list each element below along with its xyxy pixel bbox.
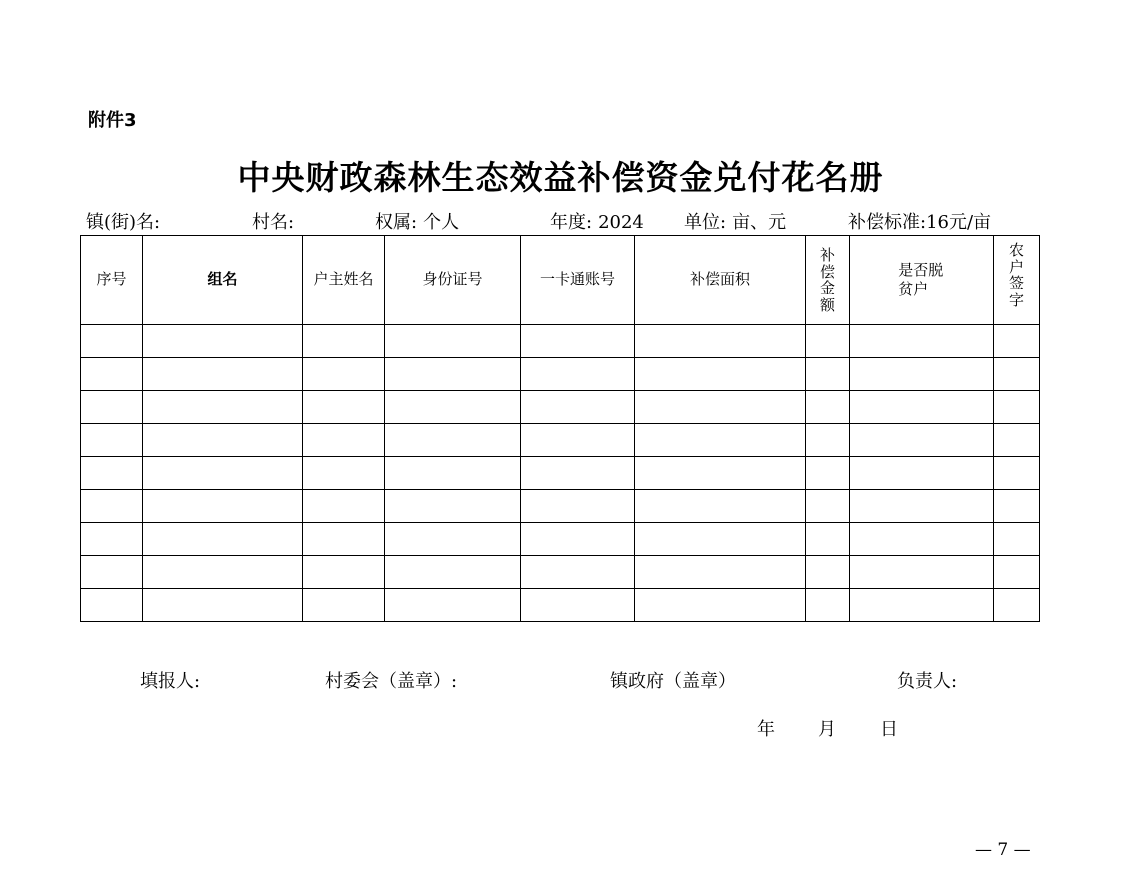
table-cell[interactable] [635, 556, 806, 589]
unit-value: 亩、元 [732, 212, 787, 233]
header-id-number: 身份证号 [385, 236, 521, 325]
standard-label: 补偿标准: [848, 212, 927, 233]
table-cell[interactable] [143, 589, 303, 622]
table-cell[interactable] [850, 490, 994, 523]
table-cell[interactable] [303, 358, 385, 391]
table-cell[interactable] [850, 589, 994, 622]
header-compensation-amount [806, 236, 850, 325]
table-cell[interactable] [806, 424, 850, 457]
table-cell[interactable] [521, 325, 635, 358]
table-cell[interactable] [994, 424, 1040, 457]
date-month: 月 [818, 719, 836, 740]
ownership-label: 权属: [375, 212, 418, 233]
town-government-label: 镇政府（盖章） [610, 671, 736, 692]
table-cell[interactable] [994, 589, 1040, 622]
table-cell[interactable] [143, 424, 303, 457]
table-cell[interactable] [994, 490, 1040, 523]
table-cell[interactable] [806, 490, 850, 523]
table-cell[interactable] [994, 523, 1040, 556]
table-row [81, 424, 1040, 457]
table-row [81, 490, 1040, 523]
unit-field [684, 208, 786, 234]
table-cell[interactable] [303, 457, 385, 490]
table-cell[interactable] [635, 589, 806, 622]
table-cell[interactable] [303, 325, 385, 358]
village-committee-label: 村委会（盖章）: [325, 671, 458, 692]
year-label: 年度: [550, 212, 593, 233]
table-cell[interactable] [143, 391, 303, 424]
responsible-label: 负责人: [897, 671, 958, 692]
page-number: — 7 — [975, 840, 1031, 860]
table-row [81, 589, 1040, 622]
table-cell[interactable] [81, 358, 143, 391]
table-cell[interactable] [385, 556, 521, 589]
table-cell[interactable] [385, 490, 521, 523]
table-cell[interactable] [385, 391, 521, 424]
ownership-field [375, 208, 459, 234]
table-cell[interactable] [385, 325, 521, 358]
table-cell[interactable] [385, 457, 521, 490]
table-cell[interactable] [850, 457, 994, 490]
table-cell[interactable] [994, 358, 1040, 391]
table-cell[interactable] [385, 589, 521, 622]
table-cell[interactable] [303, 523, 385, 556]
table-cell[interactable] [303, 391, 385, 424]
table-cell[interactable] [850, 358, 994, 391]
village-label: 村名: [252, 212, 295, 233]
table-cell[interactable] [81, 457, 143, 490]
header-index: 序号 [81, 236, 143, 325]
table-cell[interactable] [521, 457, 635, 490]
table-cell[interactable] [994, 391, 1040, 424]
table-cell[interactable] [994, 325, 1040, 358]
header-farmer-signature [994, 236, 1040, 325]
table-cell[interactable] [143, 358, 303, 391]
table-cell[interactable] [143, 457, 303, 490]
header-poverty-status [850, 236, 994, 325]
year-field [550, 208, 644, 234]
table-cell[interactable] [385, 358, 521, 391]
ownership-value: 个人 [423, 212, 460, 233]
roster-table [80, 235, 1040, 622]
table-cell[interactable] [806, 556, 850, 589]
table-cell[interactable] [521, 358, 635, 391]
table-cell[interactable] [521, 490, 635, 523]
header-group-name: 组名 [143, 236, 303, 325]
table-cell[interactable] [635, 523, 806, 556]
header-poverty-status-label: 是否脱贫户 [898, 260, 944, 298]
table-cell[interactable] [385, 523, 521, 556]
attachment-label: 附件3 [88, 110, 137, 131]
table-cell[interactable] [994, 556, 1040, 589]
table-row [81, 556, 1040, 589]
table-cell[interactable] [850, 325, 994, 358]
standard-value: 16元/亩 [926, 212, 992, 233]
date-day: 日 [880, 719, 898, 740]
table-cell[interactable] [806, 457, 850, 490]
table-cell[interactable] [635, 358, 806, 391]
table-row [81, 457, 1040, 490]
table-cell[interactable] [994, 457, 1040, 490]
table-cell[interactable] [635, 490, 806, 523]
table-cell[interactable] [850, 424, 994, 457]
table-cell[interactable] [521, 556, 635, 589]
table-cell[interactable] [635, 325, 806, 358]
table-cell[interactable] [521, 391, 635, 424]
table-cell[interactable] [806, 325, 850, 358]
table-cell[interactable] [806, 589, 850, 622]
table-cell[interactable] [303, 490, 385, 523]
table-row [81, 325, 1040, 358]
table-row [81, 358, 1040, 391]
table-cell[interactable] [806, 358, 850, 391]
year-value: 2024 [598, 212, 644, 233]
table-cell[interactable] [635, 457, 806, 490]
town-field [86, 208, 160, 234]
table-cell[interactable] [521, 424, 635, 457]
header-householder-name: 户主姓名 [303, 236, 385, 325]
table-cell[interactable] [81, 424, 143, 457]
table-cell[interactable] [850, 523, 994, 556]
table-cell[interactable] [303, 589, 385, 622]
table-cell[interactable] [81, 523, 143, 556]
table-cell[interactable] [81, 325, 143, 358]
standard-field [848, 208, 991, 234]
table-cell[interactable] [806, 391, 850, 424]
header-compensation-area: 补偿面积 [635, 236, 806, 325]
table-cell[interactable] [81, 490, 143, 523]
table-cell[interactable] [143, 325, 303, 358]
date-year: 年 [757, 719, 775, 740]
unit-label: 单位: [684, 212, 727, 233]
table-cell[interactable] [81, 556, 143, 589]
table-cell[interactable] [303, 424, 385, 457]
table-cell[interactable] [850, 391, 994, 424]
header-card-account: 一卡通账号 [521, 236, 635, 325]
table-cell[interactable] [143, 523, 303, 556]
table-row [81, 523, 1040, 556]
village-field [252, 208, 294, 234]
table-cell[interactable] [143, 556, 303, 589]
table-cell[interactable] [303, 556, 385, 589]
table-cell[interactable] [81, 391, 143, 424]
table-header-row [81, 236, 1040, 325]
table-cell[interactable] [143, 490, 303, 523]
filler-label: 填报人: [140, 671, 201, 692]
town-label: 镇(街)名: [86, 212, 161, 233]
table-cell[interactable] [81, 589, 143, 622]
table-cell[interactable] [850, 556, 994, 589]
table-cell[interactable] [521, 523, 635, 556]
table-cell[interactable] [521, 589, 635, 622]
page-title: 中央财政森林生态效益补偿资金兑付花名册 [237, 158, 884, 197]
header-farmer-signature-label: 农户签字 [1009, 241, 1025, 309]
table-row [81, 391, 1040, 424]
table-cell[interactable] [385, 424, 521, 457]
table-cell[interactable] [635, 424, 806, 457]
table-cell[interactable] [635, 391, 806, 424]
table-cell[interactable] [806, 523, 850, 556]
header-compensation-amount-label: 补偿金额 [820, 246, 836, 314]
